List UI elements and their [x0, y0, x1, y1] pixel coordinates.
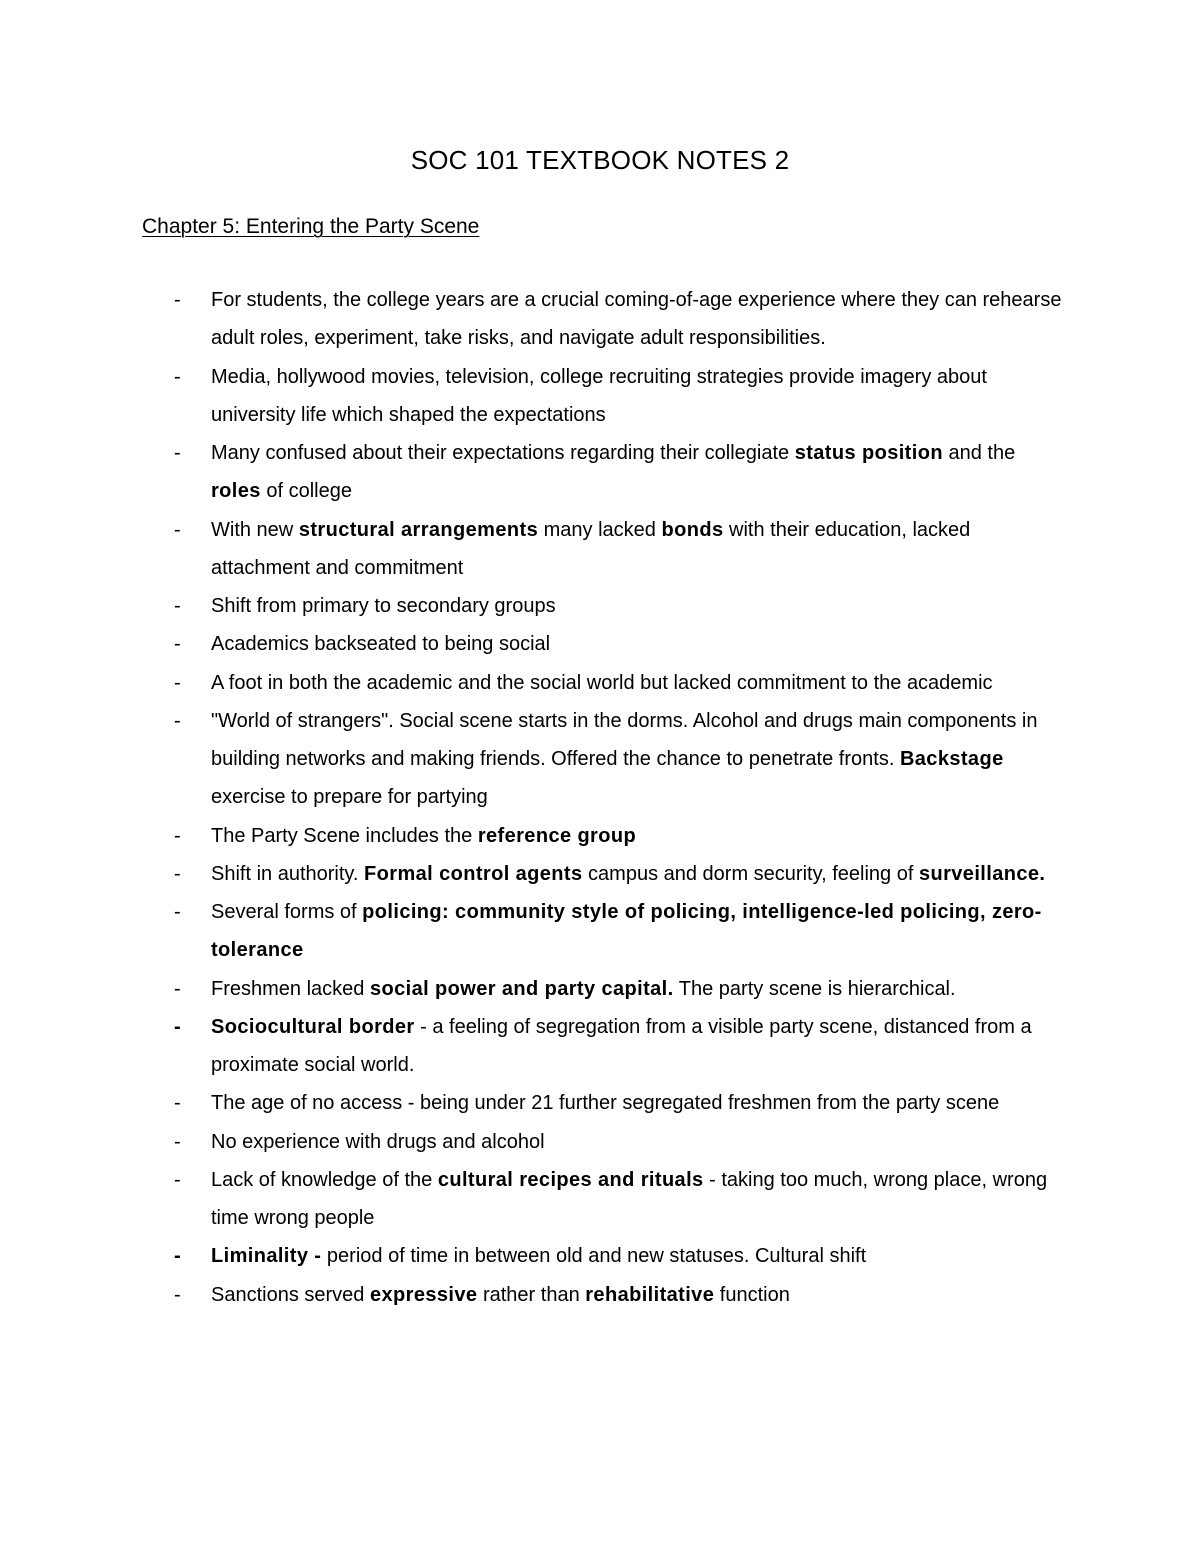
bold-term: status position	[794, 442, 943, 464]
bullet-dash: -	[174, 365, 181, 388]
note-text: - a feeling of segregation from a visible party scene, distanced from a proximate social world.	[211, 1015, 1032, 1076]
bold-term: policing: community style of policing, intelligence-led policing, zero-tolerance	[211, 901, 1042, 962]
bold-term: surveillance.	[918, 862, 1046, 885]
bullet-dash: -	[174, 709, 181, 732]
note-text: Shift in authority.	[211, 862, 365, 885]
note-text: The party scene is hierarchical.	[673, 977, 956, 1000]
bold-term: rehabilitative	[585, 1283, 715, 1306]
bullet-dash: -	[174, 595, 181, 617]
bullet-dash: -	[174, 1092, 181, 1115]
note-item	[0, 1276, 1200, 1314]
bullet-dash: -	[174, 901, 181, 923]
note-item	[0, 625, 1200, 663]
bold-term: bonds	[661, 518, 724, 541]
note-text: many lacked	[538, 518, 662, 541]
bold-term: social power and party capital.	[369, 977, 674, 1000]
note-item	[0, 1161, 1200, 1238]
document-title: SOC 101 TEXTBOOK NOTES 2	[410, 145, 790, 175]
note-item	[0, 855, 1200, 893]
bold-term: roles	[211, 480, 261, 503]
bullet-dash: -	[174, 977, 181, 1000]
note-text: with their education, lacked attachment and commitment	[211, 518, 971, 579]
note-item	[0, 511, 1200, 588]
bullet-dash: -	[174, 1130, 181, 1153]
bold-term: Formal control agents	[364, 862, 583, 885]
bullet-dash: -	[174, 1283, 181, 1306]
bold-term: Sociocultural border	[211, 1015, 415, 1038]
bullet-dash: -	[174, 671, 181, 694]
note-text: "World of strangers". Social scene starts in the dorms. Alcohol and drugs main components in building networks and making friends. Offered the chance to penetrate fronts.	[211, 709, 1038, 770]
note-text: Media, hollywood movies, television, college recruiting strategies provide imagery about university life which shaped the expectations	[211, 365, 987, 426]
note-item	[0, 1084, 1200, 1122]
note-item	[0, 587, 1200, 625]
note-text: function	[714, 1283, 790, 1306]
note-item	[0, 893, 1200, 970]
note-text: Shift from primary to secondary groups	[211, 595, 556, 617]
note-item	[0, 434, 1200, 511]
note-text: Academics backseated to being social	[211, 633, 551, 656]
note-text: A foot in both the academic and the social world but lacked commitment to the academic	[211, 671, 993, 694]
note-text: Lack of knowledge of the	[211, 1168, 438, 1191]
note-text: With new	[211, 518, 299, 541]
bold-term: reference group	[477, 824, 637, 847]
note-item	[0, 664, 1200, 702]
bullet-dash: -	[174, 824, 181, 847]
note-text: - taking too much, wrong place, wrong time wrong people	[211, 1168, 1048, 1229]
bullet-dash: -	[174, 289, 181, 311]
note-item	[0, 1008, 1200, 1085]
note-item	[0, 1237, 1200, 1275]
note-text: Many confused about their expectations regarding their collegiate	[211, 442, 795, 464]
note-text: rather than	[477, 1283, 586, 1306]
bullet-dash: -	[174, 442, 181, 464]
note-item	[0, 1123, 1200, 1161]
bullet-dash: -	[174, 862, 181, 885]
note-text: period of time in between old and new statuses. Cultural shift	[321, 1245, 867, 1268]
bullet-dash: -	[174, 518, 181, 541]
note-text: and the	[942, 442, 1016, 464]
note-text: No experience with drugs and alcohol	[211, 1130, 545, 1153]
note-item	[0, 702, 1200, 817]
note-text: of college	[260, 480, 352, 503]
bullet-dash: -	[174, 1168, 181, 1191]
note-item	[0, 970, 1200, 1008]
note-item	[0, 281, 1200, 358]
note-text: The age of no access - being under 21 further segregated freshmen from the party scene	[211, 1092, 1000, 1115]
note-text: Sanctions served	[211, 1283, 370, 1306]
note-text: The Party Scene includes the	[211, 824, 478, 847]
chapter-heading: Chapter 5: Entering the Party Scene	[142, 215, 480, 238]
note-text: campus and dorm security, feeling of	[582, 862, 919, 885]
bold-term: structural arrangements	[298, 518, 539, 541]
bold-term: expressive	[369, 1283, 478, 1306]
bold-term: Liminality -	[211, 1245, 322, 1268]
notes-list	[0, 281, 1200, 1314]
note-text: exercise to prepare for partying	[211, 786, 488, 809]
bullet-dash: -	[174, 633, 181, 656]
bullet-dash: -	[174, 1015, 181, 1038]
note-text: Freshmen lacked	[211, 977, 370, 1000]
bold-term: Backstage	[899, 748, 1004, 770]
note-text: For students, the college years are a crucial coming-of-age experience where they can rehearse adult roles, experiment, take risks, and navigate adult responsibilities.	[211, 289, 1062, 350]
note-item	[0, 817, 1200, 855]
note-text: Several forms of	[211, 901, 363, 923]
bullet-dash: -	[174, 1245, 181, 1268]
note-item	[0, 358, 1200, 435]
bold-term: cultural recipes and rituals	[437, 1168, 704, 1191]
